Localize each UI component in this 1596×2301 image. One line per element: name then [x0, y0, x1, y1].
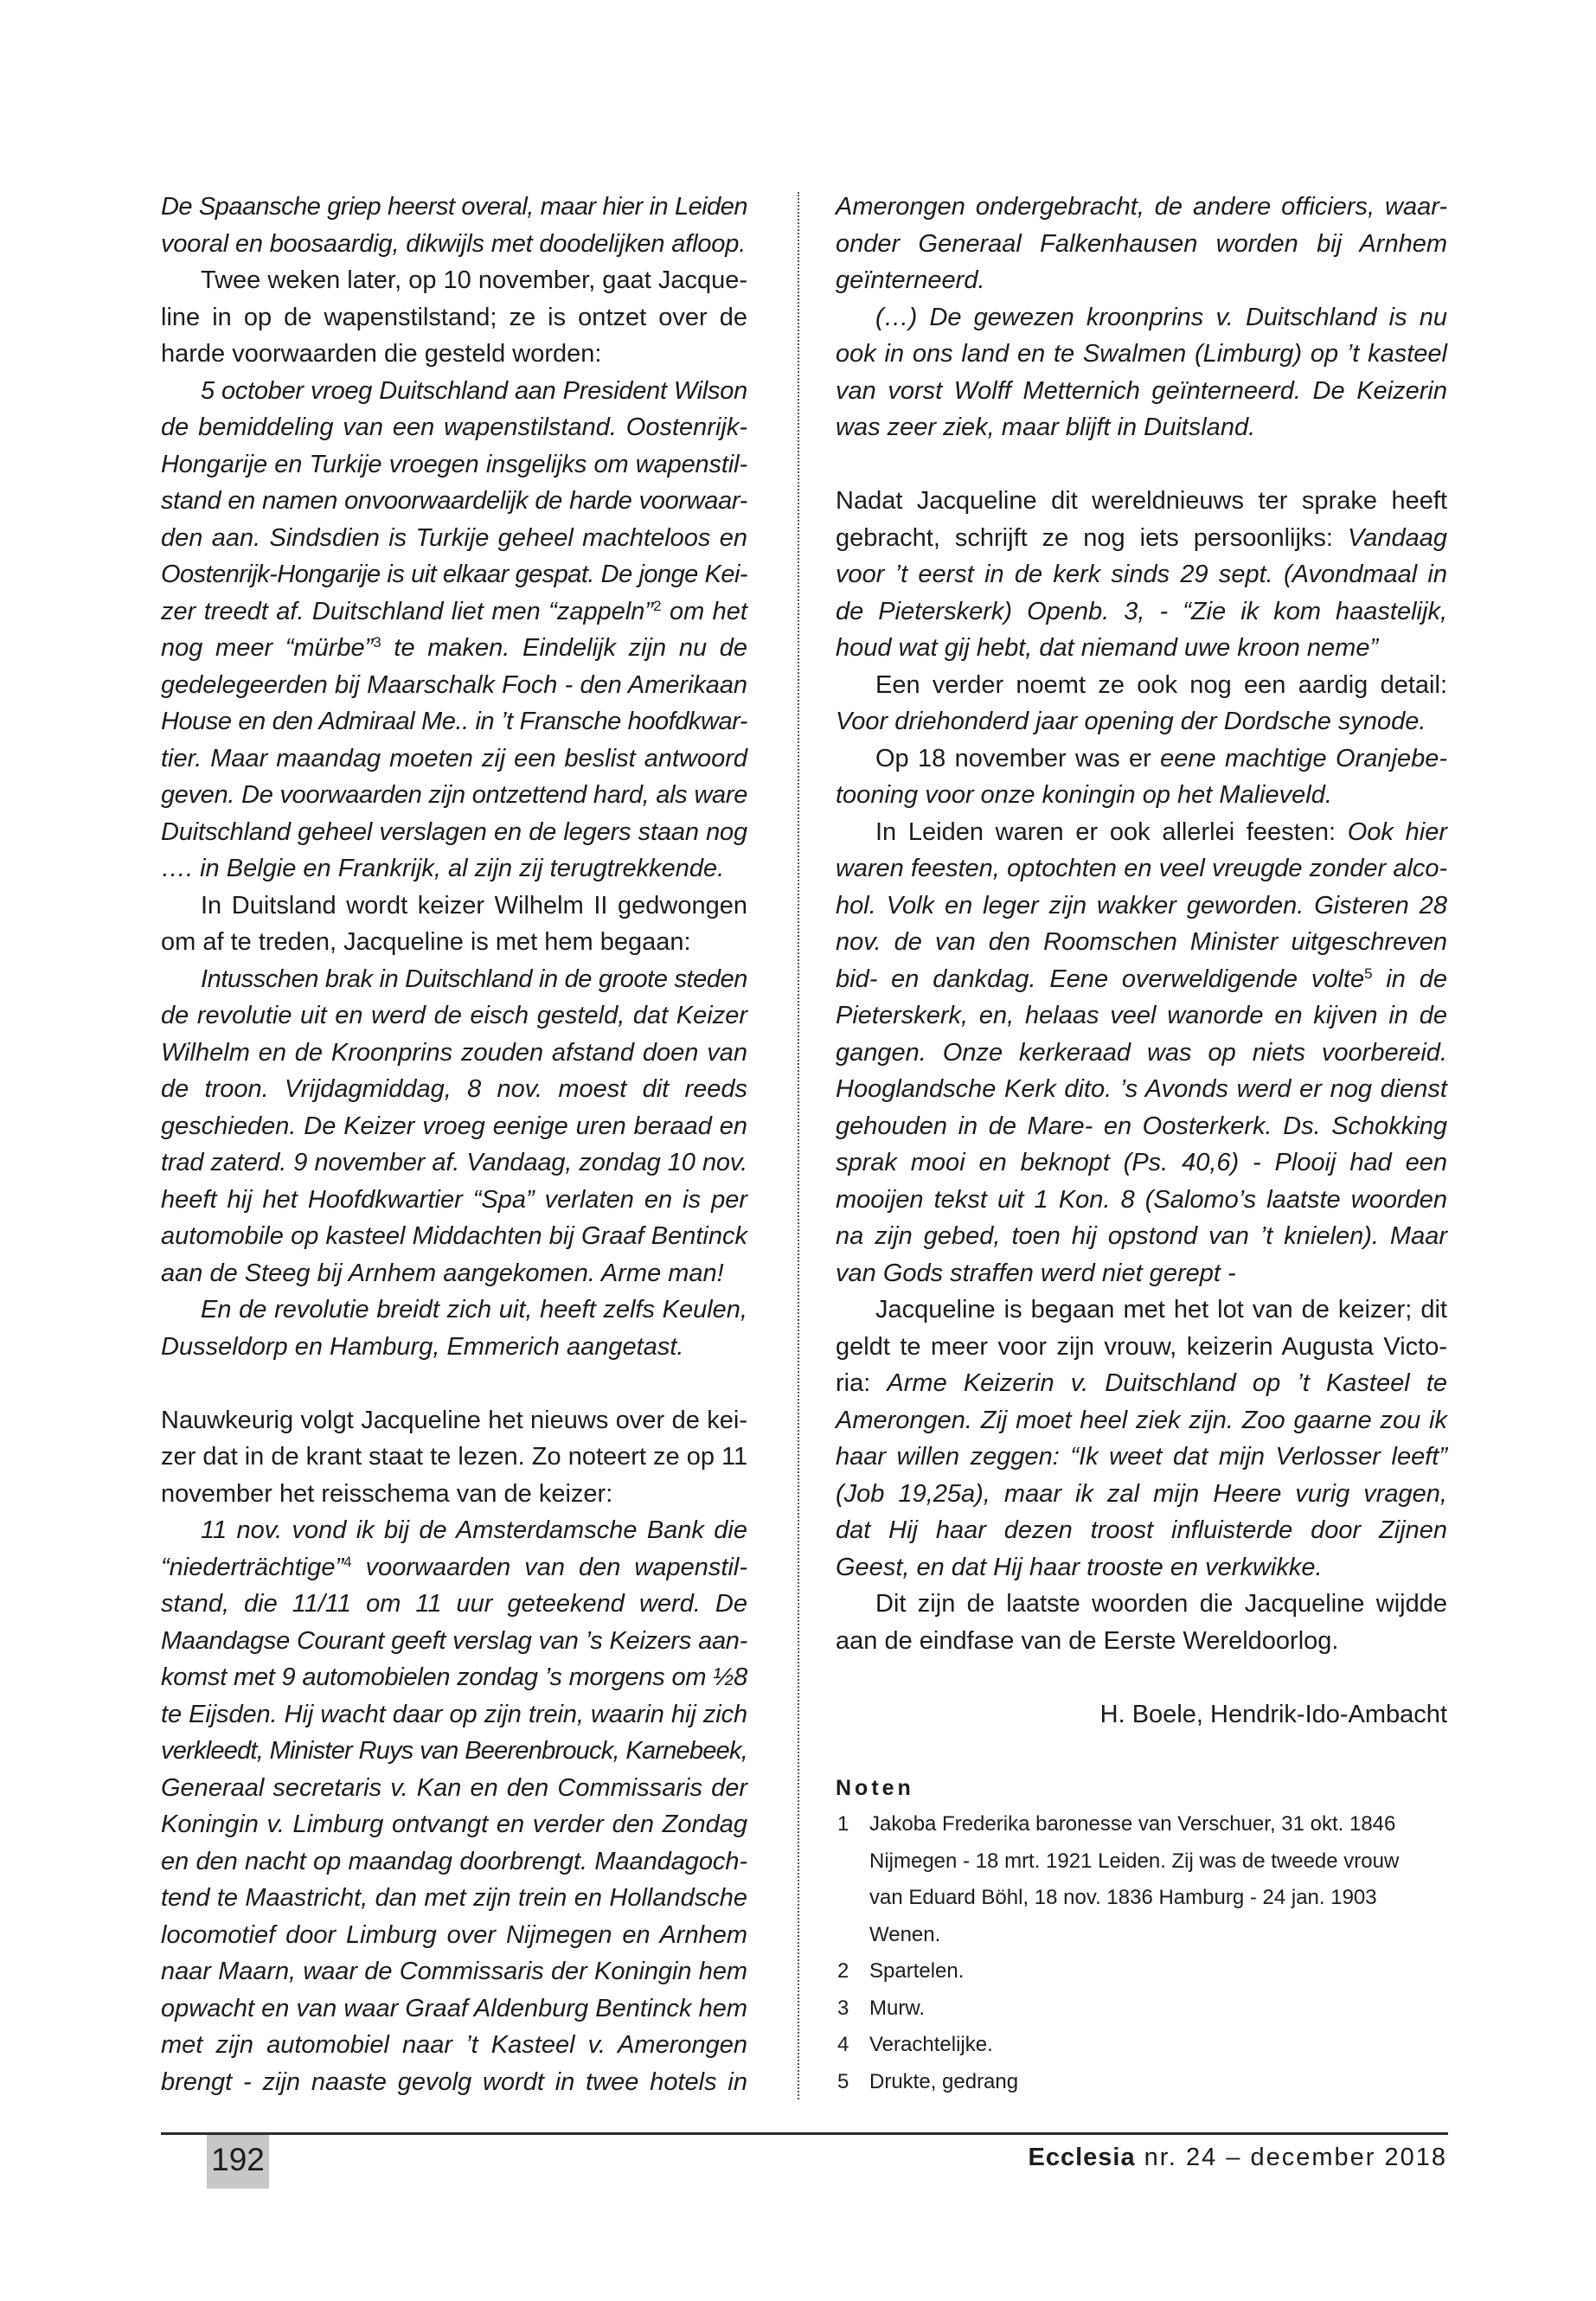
text-segment: bid- en dankdag. Eene overweldigende volte [836, 965, 1365, 993]
text-segment: En de revolutie breidt zich uit, heeft zelfs Keulen, [201, 1296, 747, 1324]
text-line [161, 1953, 747, 1990]
footnote-line [836, 1880, 1447, 1917]
paragraph [161, 189, 747, 262]
text-segment: aan de Steeg bij Arnhem aangekomen. Arme man! [161, 1259, 724, 1287]
text-segment: te maken. Eindelijk zijn nu de [381, 634, 747, 662]
text-line [161, 1476, 747, 1513]
text-line [836, 667, 1447, 704]
text-segment: Wilhelm en de Kroonprins zouden afstand doen van [161, 1038, 747, 1067]
text-segment: geven. De voorwaarden zijn ontzettend hard, als ware [161, 781, 747, 809]
text-line [161, 409, 747, 446]
text-line [161, 1439, 747, 1476]
text-segment: Amerongen. Zij moet heel ziek zijn. Zoo gaarne zou ik [836, 1406, 1447, 1434]
paragraph [161, 1292, 747, 1365]
footnote-line [836, 1953, 1447, 1990]
text-line [161, 888, 747, 925]
text-line [836, 556, 1447, 593]
journal-issue [1029, 2144, 1448, 2172]
blank-line [836, 446, 1447, 484]
notes-heading: Noten [836, 1775, 914, 1800]
text-line [836, 409, 1447, 446]
text-line [161, 1659, 747, 1696]
text-segment: (Job 19,25a), maar ik zal mijn Heere vurig vragen, [836, 1479, 1447, 1508]
text-segment: mooijen tekst uit 1 Kon. 8 (Salomo’s laatste woorden [836, 1185, 1447, 1214]
footnote-ref: 3 [373, 634, 381, 651]
issue-info: nr. 24 – december 2018 [1144, 2144, 1447, 2171]
text-segment: Voor driehonderd jaar opening der Dordsche synode. [836, 708, 1426, 735]
text-line [161, 1071, 747, 1108]
footnote-number: 4 [837, 2033, 849, 2056]
text-segment: den aan. Sindsdien is Turkije geheel machteloos en [161, 523, 747, 552]
text-line [836, 1144, 1447, 1182]
footnote-number [836, 1843, 869, 1881]
footnote-text: Spartelen. [869, 1959, 965, 1983]
blank-line [836, 1659, 1447, 1696]
text-line [161, 1329, 747, 1366]
text-segment: Dit zijn de laatste woorden die Jacqueline wijdde [875, 1590, 1447, 1618]
text-line [836, 1329, 1447, 1366]
text-segment: Koningin v. Limburg ontvangt en verder den Zondag [161, 1811, 747, 1838]
text-segment: gehouden in de Mare- en Oosterkerk. Ds. Schokking [836, 1112, 1447, 1140]
text-segment: ook in ons land en te Swalmen (Limburg) op ’t kasteel [836, 340, 1447, 368]
text-line [161, 1733, 747, 1770]
footnote-ref: 5 [1364, 965, 1373, 982]
text-segment: aan de eindfase van de Eerste Wereldoorlog. [836, 1626, 1339, 1655]
text-line [161, 1035, 747, 1072]
text-line [161, 1182, 747, 1219]
text-line [161, 1218, 747, 1255]
text-line [836, 593, 1447, 631]
text-line [836, 1512, 1447, 1549]
footnote-text: Nijmegen - 18 mrt. 1921 Leiden. Zij was de tweede vrouw [869, 1849, 1400, 1873]
text-segment: tier. Maar maandag moeten zij een beslist antwoord [161, 744, 747, 772]
text-line [836, 1402, 1447, 1439]
text-segment: nov. de van den Roomschen Minister uitgeschreven [836, 928, 1447, 956]
text-segment: opwacht en van waar Graaf Aldenburg Bentinck hem [161, 1994, 747, 2022]
paragraph [836, 299, 1447, 446]
footnote-ref: 4 [343, 1553, 352, 1570]
text-segment: Dusseldorp en Hamburg, Emmerich aangetast. [161, 1332, 684, 1361]
text-segment: Arme Keizerin v. Duitschland op ’t Kasteel te [887, 1369, 1448, 1397]
text-line [161, 1144, 747, 1182]
text-line [836, 1623, 1447, 1660]
left-column [161, 189, 747, 2100]
text-segment: voor ’t eerst in de kerk sinds 29 sept. (Avondmaal in [836, 561, 1447, 588]
footnote-line [836, 2064, 1447, 2101]
footnote-text: van Eduard Böhl, 18 nov. 1836 Hamburg - 24 jan. 1903 [869, 1886, 1377, 1909]
text-segment: gangen. Onze kerkeraad was op niets voorbereid. [836, 1038, 1447, 1067]
text-segment: Op 18 november was er [875, 744, 1161, 772]
footer-rule [161, 2132, 1448, 2135]
text-segment: om het [661, 597, 747, 625]
text-line [836, 1071, 1447, 1108]
right-column [836, 189, 1447, 2100]
footnote-number: 3 [837, 1996, 849, 2020]
text-segment: Hongarije en Turkije vroegen insgelijks om wapenstil- [161, 450, 747, 478]
text-segment: Amerongen ondergebracht, de andere officiers, waar- [836, 193, 1447, 221]
paragraph [161, 262, 747, 373]
paragraph [836, 667, 1447, 740]
text-line [836, 226, 1447, 263]
text-line [836, 1476, 1447, 1513]
text-segment: De Spaansche griep heerst overal, maar hier in Leiden [161, 193, 747, 221]
text-line [836, 924, 1447, 961]
text-line [161, 1990, 747, 2028]
footnote-text: Wenen. [869, 1922, 941, 1946]
footnote-line [836, 1806, 1447, 1843]
text-line [161, 299, 747, 336]
text-line [836, 814, 1447, 851]
text-line [836, 262, 1447, 299]
text-segment: was zeer ziek, maar blijft in Duitsland. [836, 413, 1256, 441]
text-segment: gebracht, schrijft ze nog iets persoonlijks: [836, 523, 1348, 552]
text-segment: naar Maarn, waar de Commissaris der Koningin hem [161, 1958, 747, 1985]
text-line [836, 373, 1447, 410]
text-line [161, 1806, 747, 1843]
paragraph [161, 1512, 747, 2100]
text-line [836, 1255, 1447, 1292]
text-segment: trad zaterd. 9 november af. Vandaag, zondag 10 nov. [161, 1149, 747, 1176]
text-segment: Hooglandsche Kerk dito. ’s Avonds werd er nog dienst [836, 1075, 1447, 1103]
footnote-number [836, 1917, 869, 1954]
text-segment: (…) De gewezen kroonprins v. Duitschland is nu [875, 303, 1447, 331]
text-line [836, 740, 1447, 778]
text-line [161, 2027, 747, 2064]
text-line [836, 777, 1447, 814]
text-segment: de troon. Vrijdagmiddag, 8 nov. moest dit reeds [161, 1075, 747, 1103]
blank-line [161, 1365, 747, 1402]
text-line [836, 483, 1447, 520]
paragraph [161, 888, 747, 961]
text-segment: Vandaag [1347, 523, 1447, 552]
text-segment: Generaal secretaris v. Kan en den Commissaris der [161, 1773, 747, 1802]
text-segment: harde voorwaarden die gesteld worden: [161, 340, 602, 368]
text-line [836, 703, 1447, 740]
text-segment: 5 october vroeg Duitschland aan President Wilson [201, 376, 747, 405]
text-line [161, 226, 747, 263]
footnote-text: Jakoba Frederika baronesse van Verschuer, 31 okt. 1846 [869, 1812, 1396, 1836]
text-line [161, 446, 747, 484]
text-line [836, 1035, 1447, 1072]
text-segment: vooral en boosaardig, dikwijls met doodelijken afloop. [161, 229, 747, 258]
text-line [836, 189, 1447, 226]
text-segment: …. in Belgie en Frankrijk, al zijn zij terugtrekkende. [161, 855, 725, 882]
text-line [161, 1843, 747, 1881]
text-segment: geschieden. De Keizer vroeg eenige uren beraad en [161, 1112, 747, 1140]
text-segment: Intusschen brak in Duitschland in de groote steden [201, 965, 747, 993]
text-segment: automobile op kasteel Middachten bij Graaf Bentinck [161, 1222, 747, 1250]
footnote-number: 2 [837, 1959, 849, 1983]
text-line [161, 961, 747, 998]
text-segment: heeft hij het Hoofdkwartier “Spa” verlaten en is per [161, 1185, 747, 1214]
text-line [161, 740, 747, 778]
text-line [161, 1108, 747, 1145]
text-segment: tooning voor onze koningin op het Malieveld. [836, 781, 1332, 809]
text-segment: line in op de wapenstilstand; ze is ontzet over de [161, 303, 747, 331]
paragraph [836, 740, 1447, 814]
text-segment: onder Generaal Falkenhausen worden bij Arnhem [836, 229, 1447, 258]
footnote-number: 5 [837, 2069, 849, 2093]
text-line [161, 1770, 747, 1807]
text-segment: Twee weken later, op 10 november, gaat Jacque- [201, 266, 747, 294]
text-line [161, 1917, 747, 1954]
text-line [161, 924, 747, 961]
paragraph [836, 1586, 1447, 1659]
text-line [161, 1623, 747, 1660]
text-line [836, 299, 1447, 336]
text-segment: Nauwkeurig volgt Jacqueline het nieuws over de kei- [161, 1406, 747, 1434]
paragraph [836, 189, 1447, 299]
text-line [161, 556, 747, 593]
column-divider [798, 192, 799, 2099]
text-line [161, 1586, 747, 1623]
text-line [161, 593, 747, 631]
footnote-number: 1 [837, 1812, 849, 1836]
text-line [836, 1182, 1447, 1219]
text-segment: 11 nov. vond ik bij de Amsterdamsche Bank die [201, 1516, 747, 1544]
text-line [836, 888, 1447, 925]
footnote-line [836, 1843, 1447, 1881]
text-segment: verkleedt, Minister Ruys van Beerenbrouck, Karnebeek, [161, 1737, 747, 1765]
text-line [161, 997, 747, 1035]
footnote-ref: 2 [653, 597, 662, 614]
text-segment: hol. Volk en leger zijn wakker geworden. Gisteren 28 [836, 891, 1447, 920]
text-line [161, 1255, 747, 1292]
text-line [836, 336, 1447, 373]
text-line [836, 1108, 1447, 1145]
text-line [161, 189, 747, 226]
text-line [161, 2064, 747, 2101]
text-segment: de revolutie uit en werd de eisch gesteld, dat Keizer [161, 1002, 747, 1029]
text-segment: tend te Maastricht, dan met zijn trein en Hollandsche [161, 1884, 747, 1912]
footnote-number [836, 1880, 869, 1917]
page-number: 192 [207, 2135, 269, 2189]
footnote-line [836, 2027, 1447, 2064]
text-line [161, 667, 747, 704]
text-line [836, 997, 1447, 1035]
text-segment: met zijn automobiel naar ’t Kasteel v. Amerongen [161, 2031, 747, 2059]
journal-name: Ecclesia [1028, 2144, 1136, 2171]
text-segment: november het reisschema van de keizer: [161, 1479, 613, 1508]
text-segment: geïnterneerd. [836, 266, 985, 294]
text-line [161, 1549, 747, 1586]
text-segment: Ook hier [1347, 817, 1447, 846]
footnote-text: Verachtelijke. [869, 2033, 993, 2056]
text-segment: van Gods straffen werd niet gerept - [836, 1259, 1236, 1287]
text-segment: stand en namen onvoorwaardelijk de harde voorwaar- [161, 487, 747, 515]
text-segment: In Leiden waren er ook allerlei feesten: [875, 817, 1348, 846]
paragraph [161, 373, 747, 888]
text-segment: gedelegeerden bij Maarschalk Foch - den Amerikaan [161, 670, 747, 699]
text-segment: Nadat Jacqueline dit wereldnieuws ter sprake heeft [836, 487, 1447, 515]
text-line [161, 777, 747, 814]
text-line [161, 1402, 747, 1439]
text-segment: zer treedt af. Duitschland liet men “zappeln” [161, 597, 654, 625]
text-segment: stand, die 11/11 om 11 uur geteekend werd. De [161, 1590, 747, 1618]
text-segment: van vorst Wolff Metternich geïnterneerd. De Keizerin [836, 376, 1447, 405]
text-segment: zer dat in de krant staat te lezen. Zo noteert ze op 11 [161, 1443, 748, 1471]
text-segment: komst met 9 automobielen zondag ’s morgens om ½8 [161, 1663, 747, 1691]
text-segment: House en den Admiraal Me.. in ’t Fransche hoofdkwar- [161, 708, 747, 735]
text-segment: te Eijsden. Hij wacht daar op zijn trein, waarin hij zich [161, 1700, 747, 1728]
text-line [836, 1586, 1447, 1623]
blank-line [836, 1733, 1447, 1770]
text-segment: voorwaarden van den wapenstil- [351, 1553, 747, 1581]
text-line [161, 703, 747, 740]
text-line [836, 630, 1447, 667]
text-segment: brengt - zijn naaste gevolg wordt in twee hotels in [161, 2067, 747, 2096]
text-segment: Geest, en dat Hij haar trooste en verkwikke. [836, 1553, 1323, 1581]
text-segment: ria: [836, 1369, 888, 1397]
footnote-text: Murw. [869, 1996, 926, 2020]
text-segment: haar willen zeggen: “Ik weet dat mijn Verlosser leeft” [836, 1443, 1447, 1471]
text-segment: Pieterskerk, en, helaas veel wanorde en kijven in de [836, 1002, 1447, 1029]
text-segment: In Duitsland wordt keizer Wilhelm II gedwongen [201, 891, 747, 920]
text-segment: dat Hij haar dezen troost influisterde door Zijnen [836, 1516, 1447, 1544]
text-segment: de bemiddeling van een wapenstilstand. Oostenrijk- [161, 413, 747, 441]
text-segment: houd wat gij hebt, dat niemand uwe kroon neme” [836, 634, 1379, 662]
paragraph [836, 814, 1447, 1292]
paragraph [836, 483, 1447, 667]
text-segment: waren feesten, optochten en veel vreugde zonder alco- [836, 855, 1447, 882]
text-line [161, 1512, 747, 1549]
text-segment: geldt te meer voor zijn vrouw, keizerin Augusta Victo- [836, 1332, 1447, 1361]
text-line [161, 373, 747, 410]
text-segment: “niederträchtige” [161, 1553, 344, 1581]
text-line [161, 1292, 747, 1329]
text-line [161, 630, 747, 667]
text-segment: Een verder noemt ze ook nog een aardig detail: [875, 670, 1447, 699]
text-line [836, 1549, 1447, 1586]
footnote-text: Drukte, gedrang [869, 2069, 1019, 2093]
text-line [836, 1218, 1447, 1255]
text-segment: sprak mooi en beknopt (Ps. 40,6) - Plooij had een [836, 1149, 1447, 1176]
text-line [161, 483, 747, 520]
text-segment: en den nacht op maandag doorbrengt. Maandagoch- [161, 1847, 747, 1875]
text-line [161, 1696, 747, 1734]
text-segment: locomotief door Limburg over Nijmegen en Arnhem [161, 1920, 747, 1949]
text-line [836, 1365, 1447, 1402]
text-line [161, 336, 747, 373]
text-line [161, 1880, 747, 1917]
paragraph [836, 1292, 1447, 1586]
text-line [836, 520, 1447, 557]
text-segment: in de [1372, 965, 1447, 993]
text-line [836, 850, 1447, 888]
paragraph [161, 961, 747, 1292]
text-line [161, 850, 747, 888]
text-segment: eene machtige Oranjebe- [1160, 744, 1447, 772]
footnote-line [836, 1990, 1447, 2028]
text-segment: na zijn gebed, toen hij opstond van ’t knielen). Maar [836, 1222, 1447, 1250]
text-line [836, 1292, 1447, 1329]
footnote-line [836, 1917, 1447, 1954]
text-segment: om af te treden, Jacqueline is met hem begaan: [161, 928, 691, 956]
text-line [161, 520, 747, 557]
text-line [836, 1439, 1447, 1476]
text-segment: Maandagse Courant geeft verslag van ’s Keizers aan- [161, 1626, 747, 1655]
author-signature: H. Boele, Hendrik-Ido-Ambacht [1099, 1700, 1447, 1728]
text-line [836, 961, 1447, 998]
text-segment: Jacqueline is begaan met het lot van de keizer; dit [875, 1296, 1447, 1324]
text-segment: nog meer “mürbe” [161, 634, 374, 662]
text-line [161, 262, 747, 299]
text-segment: Oostenrijk-Hongarije is uit elkaar gespat. De jonge Kei- [161, 561, 747, 588]
text-segment: Duitschland geheel verslagen en de legers staan nog [161, 817, 747, 846]
text-segment: de Pieterskerk) Openb. 3, - “Zie ik kom haastelijk, [836, 597, 1447, 625]
paragraph [161, 1402, 747, 1513]
text-line [161, 814, 747, 851]
